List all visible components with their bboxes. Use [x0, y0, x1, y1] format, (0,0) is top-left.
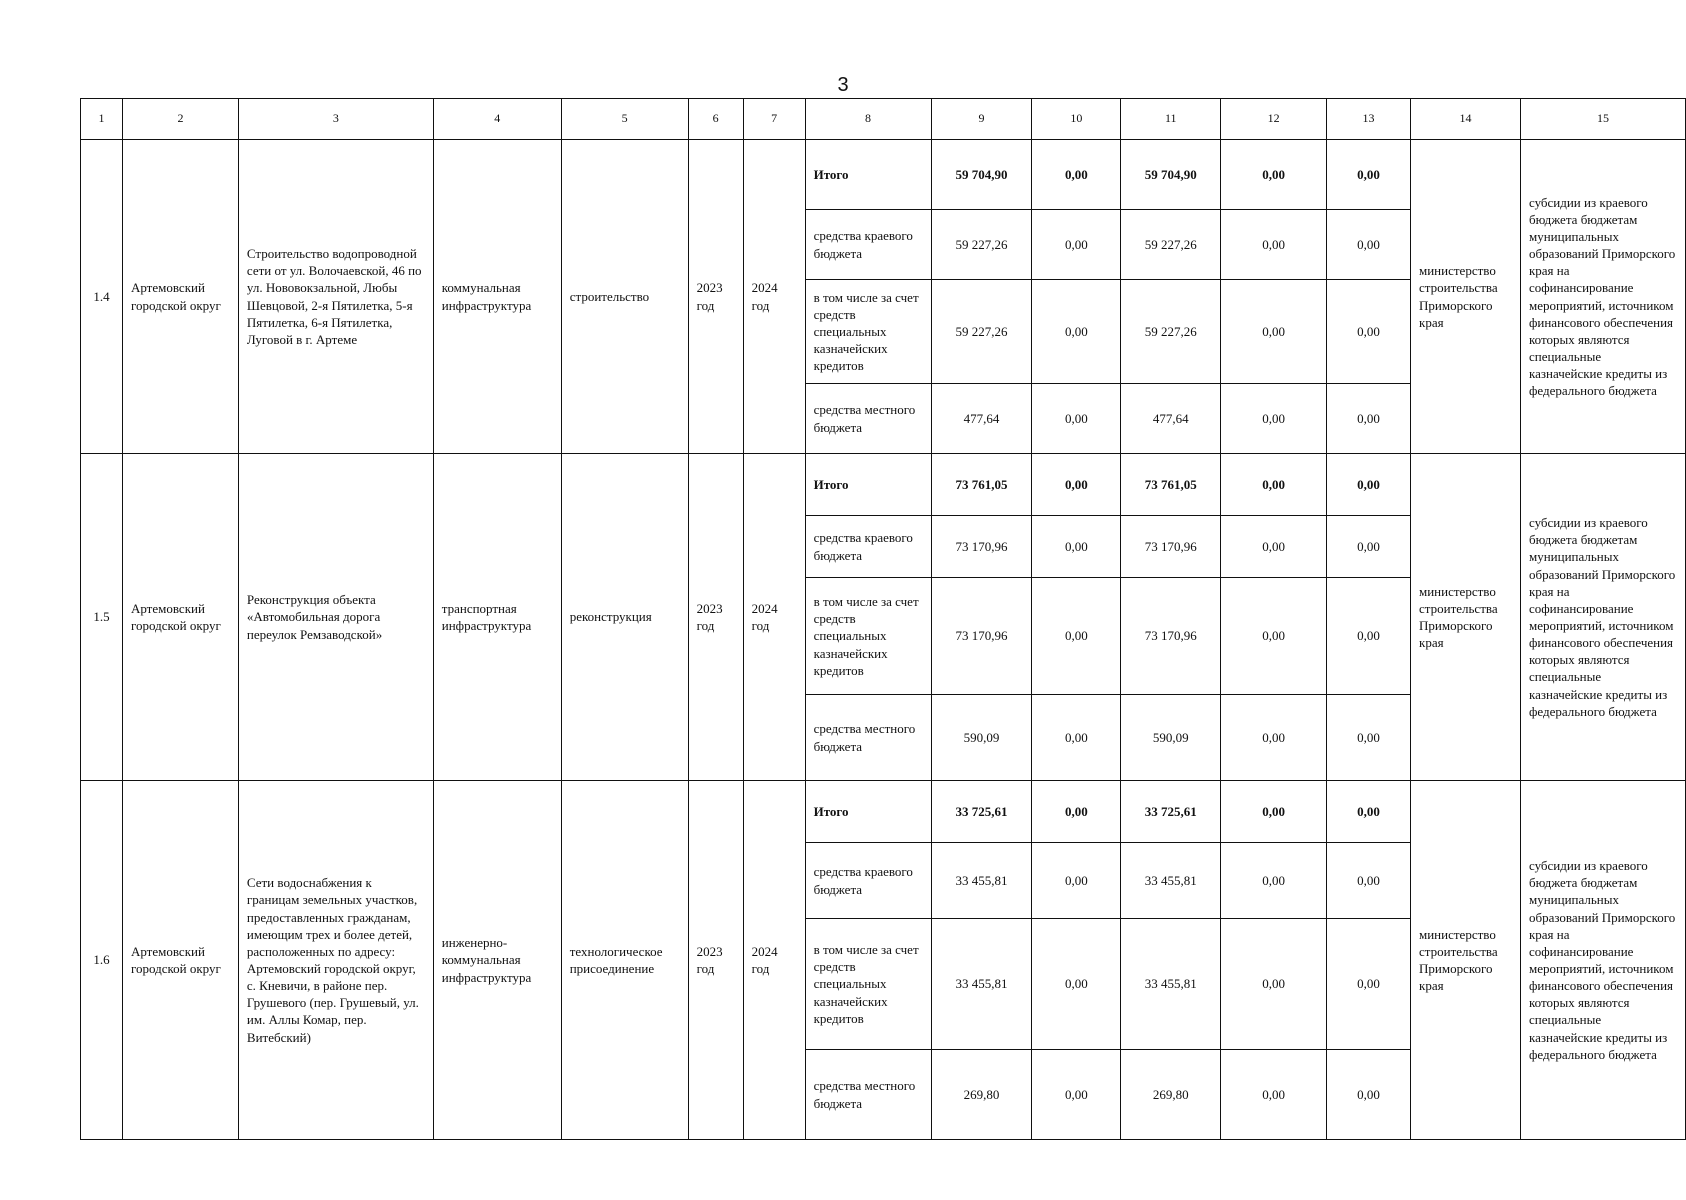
work-type-cell: реконструкция	[561, 454, 688, 781]
funding-table	[80, 98, 1686, 1140]
table-row	[81, 454, 1686, 516]
value-col-9: 33 725,61	[931, 781, 1032, 843]
header-col-7: 7	[743, 99, 805, 140]
value-col-13: 0,00	[1327, 578, 1411, 695]
value-col-11: 59 227,26	[1121, 210, 1221, 280]
municipality-cell: Артемовский городской округ	[122, 454, 238, 781]
value-col-13: 0,00	[1327, 919, 1411, 1050]
value-col-12: 0,00	[1221, 140, 1327, 210]
value-col-11: 269,80	[1121, 1050, 1221, 1140]
object-name-cell: Строительство водопроводной сети от ул. Волочаевской, 46 по ул. Нововокзальной, Любы Шевцовой, 2-я Пятилетка, 5-я Пятилетка, 6-я Пятилетка, Луговой в г. Артеме	[238, 140, 433, 454]
value-col-12: 0,00	[1221, 210, 1327, 280]
header-col-4: 4	[433, 99, 561, 140]
object-name-cell: Сети водоснабжения к границам земельных участков, предоставленных гражданам, имеющим трех и более детей, расположенных по адресу: Артемовский городской округ, с. Кневичи, в районе пер. Грушевого (пер. Грушевый, ул. им. Аллы Комар, пер. Витебский)	[238, 781, 433, 1140]
municipality-cell: Артемовский городской округ	[122, 140, 238, 454]
ministry-cell: министерство строительства Приморского края	[1411, 781, 1521, 1140]
value-col-10: 0,00	[1032, 781, 1121, 843]
value-col-12: 0,00	[1221, 578, 1327, 695]
value-col-11: 59 704,90	[1121, 140, 1221, 210]
ministry-cell: министерство строительства Приморского края	[1411, 140, 1521, 454]
funding-label: средства местного бюджета	[805, 1050, 931, 1140]
funding-label: Итого	[805, 781, 931, 843]
value-col-9: 269,80	[931, 1050, 1032, 1140]
value-col-12: 0,00	[1221, 781, 1327, 843]
value-col-13: 0,00	[1327, 781, 1411, 843]
value-col-11: 33 455,81	[1121, 919, 1221, 1050]
funding-label: средства краевого бюджета	[805, 210, 931, 280]
value-col-10: 0,00	[1032, 919, 1121, 1050]
value-col-11: 59 227,26	[1121, 280, 1221, 384]
funding-label: средства местного бюджета	[805, 384, 931, 454]
header-row	[81, 99, 1686, 140]
value-col-10: 0,00	[1032, 843, 1121, 919]
value-col-10: 0,00	[1032, 454, 1121, 516]
year-end-cell: 2024 год	[743, 140, 805, 454]
header-col-10: 10	[1032, 99, 1121, 140]
value-col-13: 0,00	[1327, 695, 1411, 781]
year-start-cell: 2023 год	[688, 454, 743, 781]
header-col-13: 13	[1327, 99, 1411, 140]
year-end-cell: 2024 год	[743, 454, 805, 781]
value-col-12: 0,00	[1221, 695, 1327, 781]
value-col-13: 0,00	[1327, 140, 1411, 210]
funding-source-cell: субсидии из краевого бюджета бюджетам муниципальных образований Приморского края на софинансирование мероприятий, источником финансового обеспечения которых являются специальные казначейские кредиты из федерального бюджета	[1520, 454, 1685, 781]
value-col-12: 0,00	[1221, 280, 1327, 384]
infrastructure-cell: коммунальная инфраструктура	[433, 140, 561, 454]
value-col-12: 0,00	[1221, 1050, 1327, 1140]
value-col-13: 0,00	[1327, 1050, 1411, 1140]
funding-source-cell: субсидии из краевого бюджета бюджетам муниципальных образований Приморского края на софинансирование мероприятий, источником финансового обеспечения которых являются специальные казначейские кредиты из федерального бюджета	[1520, 781, 1685, 1140]
header-col-8: 8	[805, 99, 931, 140]
funding-label: средства местного бюджета	[805, 695, 931, 781]
header-col-9: 9	[931, 99, 1032, 140]
funding-label: в том числе за счет средств специальных казначейских кредитов	[805, 280, 931, 384]
value-col-10: 0,00	[1032, 384, 1121, 454]
infrastructure-cell: транспортная инфраструктура	[433, 454, 561, 781]
header-col-6: 6	[688, 99, 743, 140]
value-col-9: 590,09	[931, 695, 1032, 781]
work-type-cell: технологическое присоединение	[561, 781, 688, 1140]
row-number: 1.5	[81, 454, 123, 781]
value-col-13: 0,00	[1327, 384, 1411, 454]
value-col-10: 0,00	[1032, 578, 1121, 695]
table-row	[81, 140, 1686, 210]
value-col-10: 0,00	[1032, 516, 1121, 578]
value-col-9: 33 455,81	[931, 843, 1032, 919]
value-col-13: 0,00	[1327, 454, 1411, 516]
funding-label: в том числе за счет средств специальных казначейских кредитов	[805, 919, 931, 1050]
work-type-cell: строительство	[561, 140, 688, 454]
value-col-9: 59 704,90	[931, 140, 1032, 210]
value-col-9: 73 170,96	[931, 578, 1032, 695]
year-start-cell: 2023 год	[688, 781, 743, 1140]
infrastructure-cell: инженерно-коммунальная инфраструктура	[433, 781, 561, 1140]
value-col-10: 0,00	[1032, 695, 1121, 781]
value-col-12: 0,00	[1221, 843, 1327, 919]
funding-label: Итого	[805, 454, 931, 516]
header-col-15: 15	[1520, 99, 1685, 140]
table-row	[81, 781, 1686, 843]
funding-label: в том числе за счет средств специальных казначейских кредитов	[805, 578, 931, 695]
value-col-11: 33 455,81	[1121, 843, 1221, 919]
municipality-cell: Артемовский городской округ	[122, 781, 238, 1140]
value-col-11: 33 725,61	[1121, 781, 1221, 843]
header-col-5: 5	[561, 99, 688, 140]
value-col-13: 0,00	[1327, 516, 1411, 578]
row-number: 1.6	[81, 781, 123, 1140]
value-col-12: 0,00	[1221, 919, 1327, 1050]
funding-label: Итого	[805, 140, 931, 210]
value-col-9: 59 227,26	[931, 210, 1032, 280]
value-col-10: 0,00	[1032, 280, 1121, 384]
value-col-11: 73 761,05	[1121, 454, 1221, 516]
ministry-cell: министерство строительства Приморского края	[1411, 454, 1521, 781]
value-col-9: 73 170,96	[931, 516, 1032, 578]
value-col-13: 0,00	[1327, 843, 1411, 919]
value-col-10: 0,00	[1032, 1050, 1121, 1140]
value-col-13: 0,00	[1327, 210, 1411, 280]
header-col-14: 14	[1411, 99, 1521, 140]
header-col-2: 2	[122, 99, 238, 140]
funding-label: средства краевого бюджета	[805, 843, 931, 919]
year-start-cell: 2023 год	[688, 140, 743, 454]
object-name-cell: Реконструкция объекта «Автомобильная дорога переулок Ремзаводской»	[238, 454, 433, 781]
value-col-10: 0,00	[1032, 210, 1121, 280]
year-end-cell: 2024 год	[743, 781, 805, 1140]
funding-source-cell: субсидии из краевого бюджета бюджетам муниципальных образований Приморского края на софинансирование мероприятий, источником финансового обеспечения которых являются специальные казначейские кредиты из федерального бюджета	[1520, 140, 1685, 454]
header-col-1: 1	[81, 99, 123, 140]
row-number: 1.4	[81, 140, 123, 454]
value-col-13: 0,00	[1327, 280, 1411, 384]
value-col-12: 0,00	[1221, 516, 1327, 578]
value-col-9: 33 455,81	[931, 919, 1032, 1050]
header-col-12: 12	[1221, 99, 1327, 140]
value-col-11: 590,09	[1121, 695, 1221, 781]
value-col-12: 0,00	[1221, 384, 1327, 454]
header-col-11: 11	[1121, 99, 1221, 140]
page-number: 3	[837, 74, 849, 96]
header-col-3: 3	[238, 99, 433, 140]
value-col-11: 73 170,96	[1121, 516, 1221, 578]
value-col-12: 0,00	[1221, 454, 1327, 516]
value-col-9: 73 761,05	[931, 454, 1032, 516]
value-col-9: 477,64	[931, 384, 1032, 454]
value-col-10: 0,00	[1032, 140, 1121, 210]
value-col-11: 477,64	[1121, 384, 1221, 454]
funding-label: средства краевого бюджета	[805, 516, 931, 578]
value-col-11: 73 170,96	[1121, 578, 1221, 695]
value-col-9: 59 227,26	[931, 280, 1032, 384]
